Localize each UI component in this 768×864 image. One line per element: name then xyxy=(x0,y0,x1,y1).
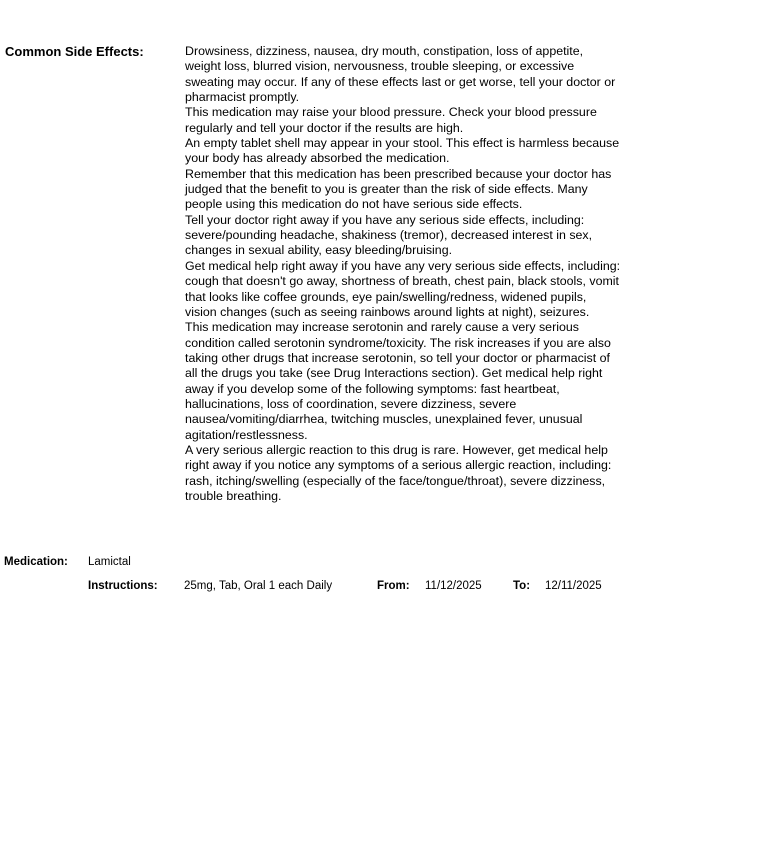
instructions-label: Instructions: xyxy=(88,580,158,592)
side-effects-paragraph: Drowsiness, dizziness, nausea, dry mouth, constipation, loss of appetite, weight loss, blurred vision, nervousness, trouble sleeping, or excessive sweating may occur. If any of these effects last or get worse, tell your doctor or pharmacist promptly. xyxy=(185,44,616,105)
side-effects-paragraph: Tell your doctor right away if you have any serious side effects, including: severe/pounding headache, shakiness (tremor), decreased interest in sex, changes in sexual ability, easy bleeding/bruising. xyxy=(185,212,593,258)
to-date: 12/11/2025 xyxy=(545,580,602,592)
side-effects-paragraph: An empty tablet shell may appear in your stool. This effect is harmless because your body has already absorbed the medication. xyxy=(185,136,620,166)
from-label: From: xyxy=(377,580,410,592)
side-effects-paragraph: Remember that this medication has been prescribed because your doctor has judged that the benefit to you is greater than the risk of side effects. Many people using this medication do not have serious side effects. xyxy=(185,166,612,212)
side-effects-text xyxy=(185,44,621,504)
side-effects-label: Common Side Effects: xyxy=(5,44,144,59)
medication-name: Lamictal xyxy=(88,556,131,568)
medication-label: Medication: xyxy=(4,556,68,568)
from-date: 11/12/2025 xyxy=(425,580,482,592)
instructions-value: 25mg, Tab, Oral 1 each Daily xyxy=(184,580,333,592)
to-label: To: xyxy=(513,580,531,592)
instructions-row xyxy=(88,579,648,595)
side-effects-paragraph: This medication may increase serotonin and rarely cause a very serious condition called serotonin syndrome/toxicity. The risk increases if you are also taking other drugs that increase serotonin, so tell your doctor or pharmacist of all the drugs you take (see Drug Interactions section). Get medical help right away if you develop some of the following symptoms: fast heartbeat, hallucinations, loss of coordination, severe dizziness, severe nausea/vomiting/diarrhea, twitching muscles, unexplained fever, unusual agitation/restlessness. xyxy=(185,320,611,442)
side-effects-paragraph: A very serious allergic reaction to this drug is rare. However, get medical help right away if you notice any symptoms of a serious allergic reaction, including: rash, itching/swelling (especially of the face/tongue/throat), severe dizziness, trouble breathing. xyxy=(185,442,612,503)
side-effects-paragraph: Get medical help right away if you have any very serious side effects, including: cough that doesn't go away, shortness of breath, chest pain, black stools, vomit that looks like coffee grounds, eye pain/swelling/redness, widened pupils, vision changes (such as seeing rainbows around lights at night), seizures. xyxy=(185,258,621,319)
side-effects-paragraph: This medication may raise your blood pressure. Check your blood pressure regularly and tell your doctor if the results are high. xyxy=(185,105,597,135)
